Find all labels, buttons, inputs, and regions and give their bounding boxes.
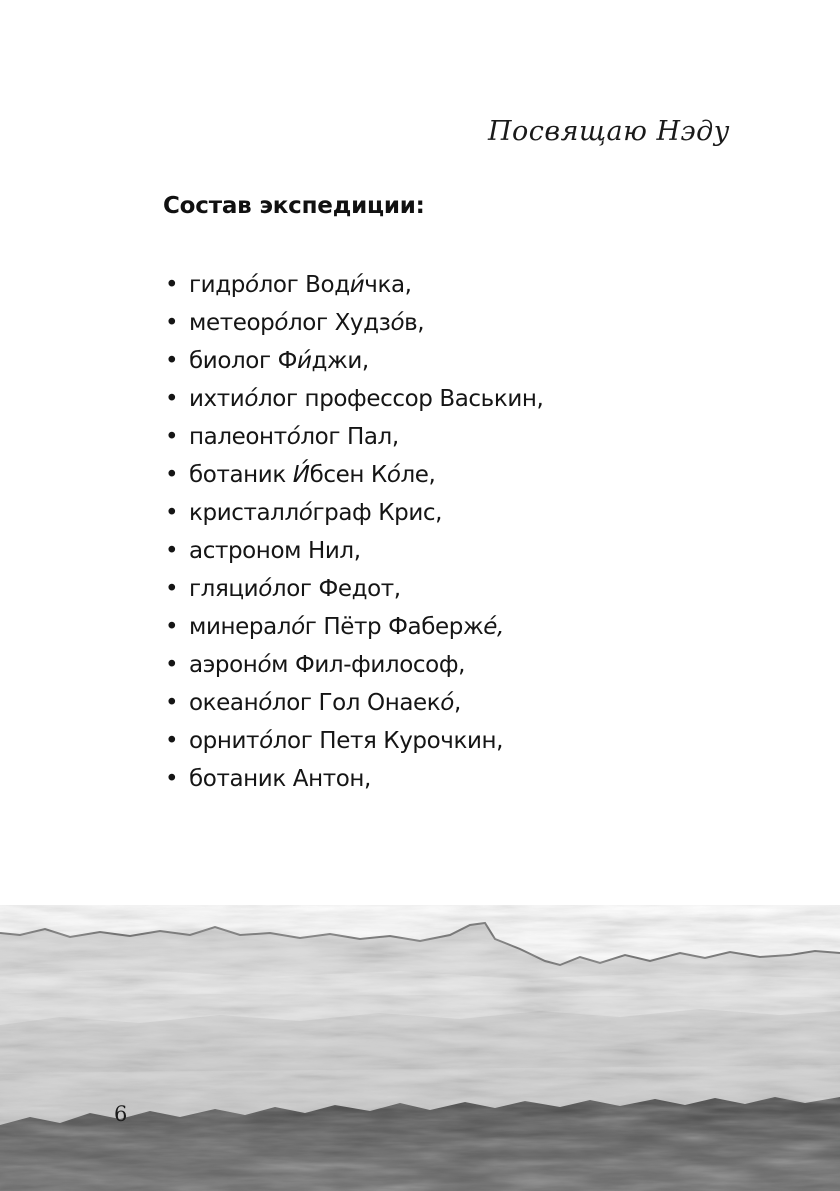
expedition-member-item (165, 760, 543, 798)
stressed-vowel: о́ (440, 690, 454, 716)
bullet-point: • (165, 690, 179, 716)
member-text: гляци (189, 576, 259, 602)
bullet-point: • (165, 386, 179, 412)
member-text: кристалл (189, 500, 299, 526)
member-text: океан (189, 690, 259, 716)
bullet-point: • (165, 614, 179, 640)
member-text: астроном Нил, (189, 538, 361, 564)
member-text: в, (404, 310, 425, 336)
member-text: лог профессор Васькин, (257, 386, 544, 412)
stressed-vowel: о́ (386, 462, 401, 488)
expedition-member-item (165, 570, 543, 608)
member-text: лог Пал, (300, 424, 399, 450)
expedition-members-list (165, 266, 543, 798)
bullet-point: • (165, 500, 179, 526)
member-text: чка, (364, 272, 412, 298)
member-text: биолог Ф (189, 348, 297, 374)
member-text: ботаник Антон, (189, 766, 371, 792)
bullet-point: • (165, 424, 179, 450)
member-text: гидр (189, 272, 245, 298)
member-text: орнит (189, 728, 260, 754)
member-text: , (453, 690, 461, 716)
stressed-vowel: о́ (257, 652, 272, 678)
stressed-vowel: о́ (244, 272, 259, 298)
expedition-member-item (165, 684, 543, 722)
bullet-point: • (165, 538, 179, 564)
expedition-member-item (165, 380, 543, 418)
stressed-vowel: о́ (291, 614, 305, 640)
member-text: граф Крис, (312, 500, 443, 526)
stressed-vowel: И́ (292, 462, 310, 488)
member-text: г Пётр Фаберж (304, 614, 484, 640)
member-text: аэрон (189, 652, 258, 678)
stressed-vowel: о́ (298, 500, 313, 526)
expedition-member-item (165, 342, 543, 380)
bullet-point: • (165, 766, 179, 792)
stressed-vowel: о́ (390, 310, 405, 336)
member-text: ботаник (189, 462, 293, 488)
expedition-member-item (165, 304, 543, 342)
expedition-member-item (165, 494, 543, 532)
stressed-vowel: о́ (274, 310, 288, 336)
stressed-vowel: о́ (259, 728, 273, 754)
page-number: 6 (114, 1102, 128, 1126)
bullet-point: • (165, 576, 179, 602)
member-text: бсен К (309, 462, 387, 488)
bullet-point: • (165, 272, 179, 298)
expedition-member-item (165, 456, 543, 494)
stressed-vowel: и́ (349, 272, 365, 298)
expedition-member-item (165, 646, 543, 684)
expedition-member-item (165, 418, 543, 456)
member-text: метеор (189, 310, 275, 336)
expedition-member-item (165, 608, 543, 646)
member-text: лог Гол Онаек (271, 690, 441, 716)
member-text: ле, (400, 462, 436, 488)
dedication: Посвящаю Нэду (488, 116, 730, 147)
expedition-member-item (165, 722, 543, 760)
stressed-vowel: е́, (483, 614, 504, 640)
member-text: джи, (311, 348, 369, 374)
expedition-member-item (165, 266, 543, 304)
bullet-point: • (165, 728, 179, 754)
ink-wash-illustration (0, 905, 840, 1191)
stressed-vowel: о́ (286, 424, 301, 450)
member-text: лог Федот, (271, 576, 401, 602)
bullet-point: • (165, 652, 179, 678)
stressed-vowel: о́ (244, 386, 258, 412)
bullet-point: • (165, 310, 179, 336)
bullet-point: • (165, 348, 179, 374)
stressed-vowel: о́ (258, 576, 272, 602)
member-text: м Фил-философ, (271, 652, 465, 678)
stressed-vowel: о́ (258, 690, 272, 716)
stressed-vowel: и́ (296, 348, 312, 374)
bullet-point: • (165, 462, 179, 488)
member-text: лог Худз (288, 310, 391, 336)
expedition-members-heading: Состав экспедиции: (163, 193, 425, 219)
expedition-member-item (165, 532, 543, 570)
member-text: ихти (189, 386, 245, 412)
member-text: минерал (189, 614, 292, 640)
member-text: лог Петя Курочкин, (272, 728, 504, 754)
member-text: палеонт (189, 424, 287, 450)
member-text: лог Вод (258, 272, 350, 298)
